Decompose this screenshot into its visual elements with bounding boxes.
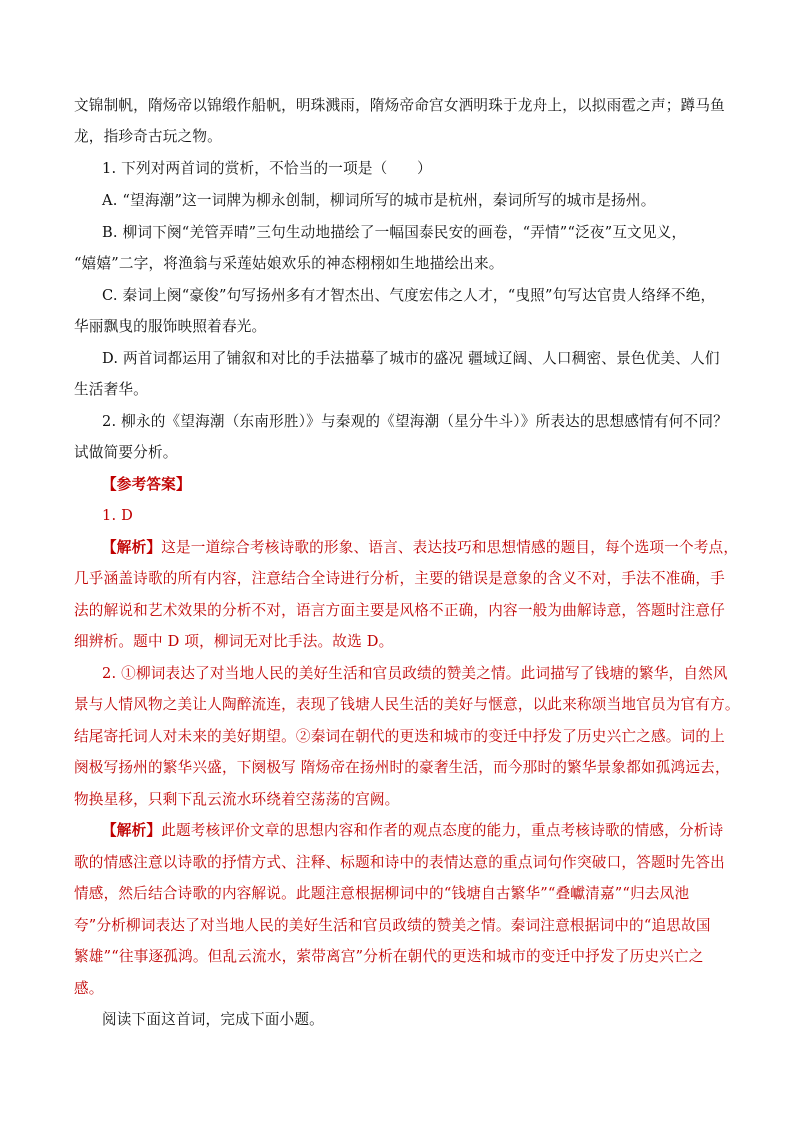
text-line: 文锦制帆，隋炀帝以锦缎作船帆，明珠溅雨，隋炀帝命宫女洒明珠于龙舟上，以拟雨雹之声；蹲马鱼 <box>74 97 725 114</box>
answer-2-line: 2. ①柳词表达了对当地人民的美好生活和官员政绩的赞美之情。此词描写了钱塘的繁华，自然风 <box>102 665 728 682</box>
option-d-cont: 生活奢华。 <box>74 381 148 398</box>
analysis-1-line: 几乎涵盖诗歌的所有内容，注意结合全诗进行分析，主要的错误是意象的含义不对，手法不准确，手 <box>74 570 725 587</box>
analysis-label: 【解析】 <box>102 539 162 556</box>
question-1: 1. 下列对两首词的赏析，不恰当的一项是（ ） <box>102 160 432 177</box>
reference-answer-heading: 【参考答案】 <box>102 476 191 493</box>
analysis-label: 【解析】 <box>102 822 162 839</box>
option-b: B. 柳词下阕“羌管弄晴”三句生动地描绘了一幅国泰民安的画卷，“弄情”“泛夜”互文见义， <box>102 224 687 241</box>
option-c: C. 秦词上阕“豪俊”句写扬州多有才智杰出、气度宏伟之人才，“曳照”句写达官贵人络绎不绝， <box>102 287 716 304</box>
question-2-cont: 试做简要分析。 <box>74 444 178 461</box>
answer-2-line: 景与人情风物之美让人陶醉流连，表现了钱塘人民生活的美好与惬意，以此来称颂当地官员为官有方。 <box>74 696 740 713</box>
analysis-1-line: 细辨析。题中 D 项，柳词无对比手法。故选 D。 <box>74 633 394 650</box>
text-line: 龙，指珍奇古玩之物。 <box>74 128 222 145</box>
answer-2-line: 阕极写扬州的繁华兴盛，下阕极写 隋炀帝在扬州时的豪奢生活，而今那时的繁华景象都如孤鸿远去， <box>74 759 730 776</box>
answer-2-line: 物换星移，只剩下乱云流水环绕着空荡荡的宫阙。 <box>74 791 400 808</box>
answer-2-line: 结尾寄托词人对未来的美好期望。②秦词在朝代的更迭和城市的变迁中抒发了历史兴亡之感。词的上 <box>74 728 725 745</box>
option-c-cont: 华丽飘曳的服饰映照着春光。 <box>74 318 267 335</box>
option-a: A. “望海潮”这一词牌为柳永创制，柳词所写的城市是杭州，秦词所写的城市是扬州。 <box>102 192 656 209</box>
option-d: D. 两首词都运用了铺叙和对比的手法描摹了城市的盛况 疆域辽阔、人口稠密、景色优美、人们 <box>102 350 720 367</box>
analysis-1-line: 法的解说和艺术效果的分析不对，语言方面主要是风格不正确，内容一般为曲解诗意，答题时注意仔 <box>74 602 725 619</box>
analysis-2-line: 情感，然后结合诗歌的内容解说。此题注意根据柳词中的“钱塘自古繁华”“叠巘清嘉”“归去凤池 <box>74 885 690 902</box>
analysis-2-line: 夸”分析柳词表达了对当地人民的美好生活和官员政绩的赞美之情。秦词注意根据词中的“追思故国 <box>74 917 711 934</box>
analysis-2-line: 歌的情感注意以诗歌的抒情方式、注释、标题和诗中的表情达意的重点词句作突破口，答题时先答出 <box>74 854 725 871</box>
analysis-2-line: 感。 <box>74 980 104 997</box>
answer-1: 1. D <box>102 507 134 524</box>
option-b-cont: “嬉嬉”二字，将渔翁与采莲姑娘欢乐的神态栩栩如生地描绘出来。 <box>74 255 504 272</box>
analysis-1-line: 【解析】这是一道综合考核诗歌的形象、语言、表达技巧和思想情感的题目，每个选项一个考点， <box>102 539 739 556</box>
question-2: 2. 柳永的《望海潮（东南形胜）》与秦观的《望海潮（星分牛斗）》所表达的思想感情有何不同？ <box>102 413 728 430</box>
analysis-2-line: 繁雄”“往事逐孤鸿。但乱云流水，萦带离宫”分析在朝代的更迭和城市的变迁中抒发了历史兴亡之 <box>74 948 704 965</box>
analysis-2-line: 【解析】此题考核评价文章的思想内容和作者的观点态度的能力，重点考核诗歌的情感，分析诗 <box>102 822 724 839</box>
reading-instruction: 阅读下面这首词，完成下面小题。 <box>102 1011 324 1028</box>
